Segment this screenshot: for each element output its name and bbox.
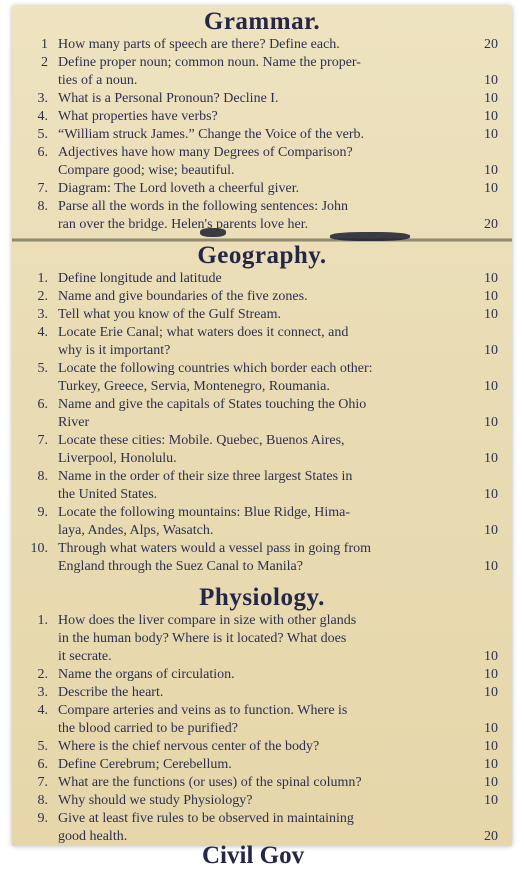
question-text	[58, 468, 462, 504]
question-points: 10	[484, 379, 498, 394]
question-text	[58, 756, 462, 774]
question-text	[58, 504, 462, 540]
question-item	[12, 396, 512, 432]
question-item	[12, 684, 512, 702]
question-points: 20	[484, 829, 498, 844]
question-number: 3.	[37, 91, 48, 106]
question-text	[58, 126, 462, 144]
question-number: 9.	[37, 505, 48, 520]
question-item	[12, 468, 512, 504]
question-item	[12, 792, 512, 810]
question-number: 1	[41, 37, 48, 52]
question-item	[12, 774, 512, 792]
question-text	[58, 684, 462, 702]
question-points: 10	[484, 739, 498, 754]
question-text	[58, 108, 462, 126]
question-text	[58, 810, 462, 846]
question-text-line: Locate the following countries which border each other:	[58, 361, 373, 376]
question-text-line: Name and give the capitals of States touching the Ohio	[58, 397, 367, 412]
question-text-line: Locate the following mountains: Blue Ridge, Hima-	[58, 505, 350, 520]
question-text-line: How many parts of speech are there? Define each.	[58, 37, 340, 52]
question-text-line: Locate Erie Canal; what waters does it connect, and	[58, 325, 349, 340]
question-points: 10	[484, 163, 498, 178]
question-number: 9.	[37, 811, 48, 826]
question-number: 2.	[37, 667, 48, 682]
question-number: 1.	[37, 271, 48, 286]
exam-paper	[12, 6, 512, 869]
question-text-line: good health.	[58, 829, 128, 844]
section-physiology	[12, 584, 512, 846]
question-text	[58, 90, 462, 108]
question-text-line: How does the liver compare in size with other glands	[58, 613, 357, 628]
question-number: 6.	[37, 145, 48, 160]
question-points: 10	[484, 757, 498, 772]
question-text	[58, 666, 462, 684]
question-text-line: laya, Andes, Alps, Wasatch.	[58, 523, 214, 538]
question-number: 8.	[37, 199, 48, 214]
question-item	[12, 738, 512, 756]
question-points: 10	[484, 289, 498, 304]
question-points: 10	[484, 181, 498, 196]
question-text-line: Define proper noun; common noun. Name the proper-	[58, 55, 361, 70]
question-item	[12, 270, 512, 288]
question-text-line: Compare arteries and veins as to function. Where is	[58, 703, 348, 718]
question-item	[12, 288, 512, 306]
question-number: 6.	[37, 397, 48, 412]
question-number: 4.	[37, 703, 48, 718]
question-number: 1.	[37, 613, 48, 628]
question-points: 10	[484, 685, 498, 700]
question-points: 10	[484, 73, 498, 88]
question-text-line: Adjectives have how many Degrees of Comparison?	[58, 145, 353, 160]
section-heading: Grammar.	[203, 8, 321, 35]
question-text	[58, 396, 462, 432]
question-text	[58, 324, 462, 360]
question-text-line: What are the functions (or uses) of the spinal column?	[58, 775, 362, 790]
question-points: 10	[484, 307, 498, 322]
question-item	[12, 108, 512, 126]
question-text-line: What is a Personal Pronoun? Decline I.	[58, 91, 279, 106]
question-text-line: the United States.	[58, 487, 158, 502]
question-text	[58, 702, 462, 738]
question-item	[12, 612, 512, 666]
question-number: 2	[41, 55, 48, 70]
question-text-line: Locate these cities: Mobile. Quebec, Buenos Aires,	[58, 433, 345, 448]
question-text	[58, 792, 462, 810]
question-points: 20	[484, 217, 498, 232]
question-text-line: Compare good; wise; beautiful.	[58, 163, 235, 178]
question-text-line: River	[58, 415, 90, 430]
question-number: 4.	[37, 109, 48, 124]
question-number: 7.	[37, 181, 48, 196]
question-points: 10	[484, 91, 498, 106]
question-points: 10	[484, 559, 498, 574]
question-text-line: Diagram: The Lord loveth a cheerful giver.	[58, 181, 300, 196]
question-number: 2.	[37, 289, 48, 304]
question-text-line: Name in the order of their size three largest States in	[58, 469, 353, 484]
question-text-line: Why should we study Physiology?	[58, 793, 253, 808]
question-points: 10	[484, 109, 498, 124]
question-item	[12, 306, 512, 324]
question-text-line: Describe the heart.	[58, 685, 164, 700]
question-points: 10	[484, 127, 498, 142]
question-text	[58, 54, 462, 90]
question-item	[12, 810, 512, 846]
question-number: 6.	[37, 757, 48, 772]
question-text	[58, 738, 462, 756]
question-number: 10.	[30, 541, 48, 556]
section-heading: Geography.	[197, 242, 327, 269]
question-text	[58, 180, 462, 198]
question-points: 10	[484, 523, 498, 538]
question-text-line: England through the Suez Canal to Manila?	[58, 559, 303, 574]
question-item	[12, 126, 512, 144]
question-points: 20	[484, 37, 498, 52]
question-text-line: it secrate.	[58, 649, 112, 664]
question-number: 5.	[37, 361, 48, 376]
question-item	[12, 360, 512, 396]
question-item	[12, 666, 512, 684]
question-number: 7.	[37, 433, 48, 448]
question-text-line: the blood carried to be purified?	[58, 721, 238, 736]
question-points: 10	[484, 793, 498, 808]
question-text-line: Where is the chief nervous center of the body?	[58, 739, 320, 754]
question-item	[12, 432, 512, 468]
question-text	[58, 198, 462, 234]
question-text-line: Liverpool, Honolulu.	[58, 451, 177, 466]
question-item	[12, 324, 512, 360]
question-text-line: Give at least five rules to be observed in maintaining	[58, 811, 354, 826]
question-number: 4.	[37, 325, 48, 340]
question-points: 10	[484, 649, 498, 664]
question-text-line: Define Cerebrum; Cerebellum.	[58, 757, 232, 772]
section-grammar	[12, 8, 512, 234]
question-item	[12, 702, 512, 738]
question-text	[58, 432, 462, 468]
question-number: 8.	[37, 793, 48, 808]
question-item	[12, 54, 512, 90]
question-points: 10	[484, 271, 498, 286]
question-text	[58, 36, 462, 54]
question-points: 10	[484, 415, 498, 430]
question-text-line: ties of a noun.	[58, 73, 138, 88]
question-text	[58, 540, 462, 576]
question-points: 10	[484, 451, 498, 466]
question-number: 3.	[37, 685, 48, 700]
question-text-line: ran over the bridge. Helen's parents love her.	[58, 217, 309, 232]
question-number: 7.	[37, 775, 48, 790]
question-points: 10	[484, 667, 498, 682]
question-text	[58, 144, 462, 180]
question-text-line: Name the organs of circulation.	[58, 667, 235, 682]
question-text	[58, 774, 462, 792]
question-text-line: Tell what you know of the Gulf Stream.	[58, 307, 281, 322]
question-item	[12, 756, 512, 774]
question-text-line: Name and give boundaries of the five zones.	[58, 289, 308, 304]
question-text-line: why is it important?	[58, 343, 171, 358]
question-text	[58, 288, 462, 306]
question-item	[12, 90, 512, 108]
question-number: 3.	[37, 307, 48, 322]
question-text-line: Define longitude and latitude	[58, 271, 222, 286]
question-text	[58, 360, 462, 396]
question-text-line: Through what waters would a vessel pass in going from	[58, 541, 371, 556]
question-number: 8.	[37, 469, 48, 484]
question-points: 10	[484, 721, 498, 736]
question-text	[58, 306, 462, 324]
question-item	[12, 180, 512, 198]
question-number: 5.	[37, 739, 48, 754]
question-text	[58, 612, 462, 666]
question-item	[12, 144, 512, 180]
question-item	[12, 540, 512, 576]
question-number: 5.	[37, 127, 48, 142]
question-points: 10	[484, 775, 498, 790]
question-text-line: Turkey, Greece, Servia, Montenegro, Roumania.	[58, 379, 330, 394]
section-heading: Physiology.	[199, 584, 325, 611]
question-text-line: What properties have verbs?	[58, 109, 218, 124]
question-item	[12, 504, 512, 540]
question-item	[12, 198, 512, 234]
question-points: 10	[484, 487, 498, 502]
question-text	[58, 270, 462, 288]
question-item	[12, 36, 512, 54]
section-geography	[12, 242, 512, 576]
question-text-line: Parse all the words in the following sentences: John	[58, 199, 349, 214]
question-text-line: in the human body? Where is it located? What does	[58, 631, 347, 646]
question-text-line: “William struck James.” Change the Voice of the verb.	[58, 127, 365, 142]
next-section-heading-partial: Civil Gov	[202, 842, 305, 869]
question-points: 10	[484, 343, 498, 358]
